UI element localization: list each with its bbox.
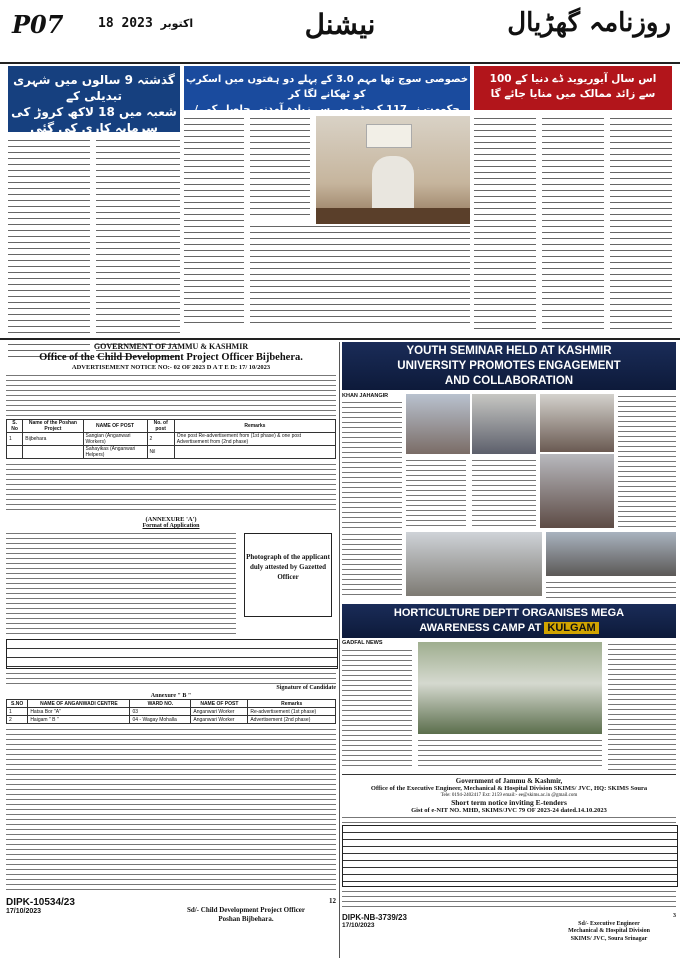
urdu-right-headline [474, 66, 672, 110]
notice-right-dipk [342, 913, 407, 929]
notice-right-office: Office of the Executive Engineer, Mechanical & Hospital Division SKIMS/ JVC, HQ: SKIMS Soura [370, 785, 648, 792]
date-month: اکتوبر [160, 17, 194, 30]
seminar-photo-4 [540, 454, 614, 528]
application-form-fields [6, 531, 236, 635]
horticulture-body-col2 [418, 738, 602, 770]
notice-right-footer [542, 913, 676, 943]
seminar-body-col3 [472, 458, 536, 528]
divider-top [0, 338, 680, 340]
urdu-right-headline-line2: سے زائد ممالک میں منایا جائے گا [490, 88, 656, 100]
notice-right-dipk-date: 17/10/2023 [342, 922, 375, 929]
urdu-center-headline-line1: خصوصی سوچ تھا مہم 3.0 کے پہلے دو ہفتوں میں اسکرپ کو ٹھکانے لگا کر [185, 74, 469, 100]
seminar-body-col5 [342, 532, 402, 598]
horticulture-banner-line2: AWARENESS CAMP AT KULGAM [342, 621, 676, 636]
urdu-center-headline [184, 66, 470, 115]
notice-left [6, 342, 336, 960]
table-row: Sahayikas (Anganwari Helpers) Nil [7, 446, 336, 459]
urdu-right-body-col1 [474, 116, 536, 331]
table-row: 1 Hatsa Bor "A" 03 Anganwari Worker Re-advertisement (1st phase) [7, 708, 336, 716]
candidate-signature: Signature of Candidate [276, 685, 336, 691]
notice-left-footer-sign: Sd/- Child Development Project Officer [186, 906, 306, 914]
urdu-left-body-col1 [8, 138, 90, 362]
notice-left-eligibility [6, 727, 336, 893]
annexure-a-subtitle: Format of Application [142, 523, 200, 529]
education-table [6, 639, 338, 669]
urdu-center-story [184, 66, 470, 336]
seminar-body-col1 [342, 400, 402, 528]
posts-col-count: No. of post [147, 420, 174, 433]
seminar-banner-line1: YOUTH SEMINAR HELD AT KASHMIR [406, 345, 612, 357]
horticulture-body-col1 [342, 648, 412, 770]
page-number: P07 [12, 10, 64, 39]
notice-left-conditions [6, 462, 336, 514]
urdu-left-body-col2 [96, 138, 180, 362]
urdu-center-headline-line2: حکومت نے 117 کروڑ روپے سے زیادہ آمدنی حاصل کی / [194, 104, 460, 115]
notice-left-advt: ADVERTISEMENT NOTICE NO:- 02 OF 2023 D A T E D: 17/ 10/2023 [71, 364, 271, 371]
minister-figure [372, 156, 414, 212]
seminar-body-col4 [618, 394, 676, 528]
seminar-body-col6 [546, 580, 676, 598]
seminar-banner-line3: AND COLLABORATION [444, 375, 574, 387]
seminar-story [342, 342, 676, 604]
urdu-right-story [474, 66, 672, 336]
issue-date [98, 16, 193, 31]
urdu-right-body-col3 [610, 116, 672, 331]
section-name: نیشنل [304, 8, 376, 41]
urdu-left-headline-line2: شعبہ میں 18 لاکھ کروڑ کی سرمایہ کاری کی گئی [11, 105, 177, 135]
urdu-left-headline [8, 66, 180, 135]
seminar-photo-1 [406, 394, 470, 454]
seminar-banner-line2: UNIVERSITY PROMOTES ENGAGEMENT [397, 360, 621, 372]
notice-right-nit: Gist of e-NIT NO. MHD, SKIMS/JVC 79 OF 2023-24 dated.14.10.2023 [411, 807, 607, 814]
notice-left-dipk-date: 17/10/2023 [6, 908, 42, 915]
notice-left-footer [156, 897, 336, 924]
seminar-photo-5 [406, 532, 542, 596]
horticulture-banner-line1: HORTICULTURE DEPTT ORGANISES MEGA [393, 607, 625, 619]
annexure-a-title: (ANNEXURE 'A') [145, 516, 197, 523]
notice-right-govt: Government of Jammu & Kashmir, [455, 777, 563, 785]
seminar-body-col2 [406, 458, 466, 528]
horticulture-banner [342, 604, 676, 638]
date-year: 2023 [121, 16, 153, 31]
table-row: 1 Bijbehara Sangian (Anganwari Workers) 2 One post Re-advertisement from (1st phase) & one post Advertisement from (2nd phase) [7, 433, 336, 446]
seminar-banner [342, 342, 676, 390]
notice-right-dipk-no: DIPK-NB-3739/23 [342, 913, 407, 922]
horticulture-dateline: GADFAL NEWS [342, 640, 383, 646]
photo-box-label: Photograph of the applicant duly attested by Gazetted Officer [246, 553, 330, 581]
notice-right-terms [342, 889, 676, 911]
urdu-right-body-col2 [542, 116, 604, 331]
notice-right [342, 774, 676, 961]
notice-right-tel: Tele: 0194-2402417 Ext: 2159 email:- ee@skims.ac.in @gmail.com [440, 793, 578, 798]
minister-photo [316, 116, 470, 228]
seminar-photo-3 [540, 394, 614, 452]
date-day: 18 [98, 16, 114, 31]
table-row: 2 Haigam " B " 04 - Wagay Mohalla Anganwari Worker Advertisement (2nd phase) [7, 716, 336, 724]
notice-left-footer-place: Poshan Bijbehara. [218, 915, 274, 923]
anganwadi-table: S.NO NAME OF ANGANWADI CENTRE WARD NO. NAME OF POST Remarks 1 Hatsa Bor "A" 03 Anganwari Worker Re-advertisement (1st phase) 2 Haigam " B " 04 - Wagay Mohalla Anganwari Worker Advertisement (2nd phase) [6, 699, 336, 724]
seminar-photo-6 [546, 532, 676, 576]
notice-left-intro [6, 373, 336, 417]
notice-left-office: Office of the Child Development Project Officer Bijbehera. [39, 352, 303, 363]
notice-right-short-term: Short term notice inviting E-tenders [451, 798, 567, 807]
posts-table [6, 419, 336, 459]
notice-left-dipk-no: DIPK-10534/23 [6, 897, 75, 908]
horticulture-banner-place: KULGAM [544, 622, 598, 634]
horticulture-story [342, 604, 676, 772]
seminar-dateline: KHAN JAHANGIR [342, 393, 389, 399]
notice-right-footer-sign: Sd/- Executive Engineer [578, 920, 640, 927]
posts-col-remarks: Remarks [174, 420, 335, 433]
notice-left-dipk [6, 897, 75, 915]
paper-name: روزنامہ گھڑیال [507, 8, 671, 38]
urdu-left-headline-line1: گذشتہ 9 سالوں میں شہری تبدیلی کے [13, 73, 175, 103]
masthead [0, 0, 680, 64]
portrait-frames [366, 124, 412, 148]
tender-table [342, 825, 678, 887]
posts-col-post: NAME OF POST [83, 420, 147, 433]
urdu-center-body-col1 [184, 116, 244, 326]
posts-col-project: Name of the Poshan Project [23, 420, 83, 433]
notice-right-footer-place: SKIMS/ JVC, Soura Srinagar [570, 935, 648, 942]
annexure-b-title: Annexure " B " [150, 693, 192, 699]
urdu-center-body-col3 [250, 224, 470, 326]
seminar-photo-2 [472, 394, 536, 454]
horticulture-photo [418, 642, 602, 734]
urdu-center-body-col2 [250, 116, 310, 216]
horticulture-body-col3 [608, 642, 676, 770]
notice-right-footer-office: Mechanical & Hospital Division [568, 928, 650, 934]
notice-left-declaration [6, 671, 336, 685]
notice-right-footer-num: 3 [673, 913, 676, 919]
divider-vertical [339, 342, 340, 958]
photo-box [244, 533, 332, 617]
notice-right-intro [342, 815, 676, 823]
posts-col-sno: S. No [7, 420, 23, 433]
urdu-right-headline-line1: اس سال آیوریوید ڈے دنیا کے 100 [489, 73, 657, 85]
notice-left-govt: GOVERNMENT OF JAMMU & KASHMIR [93, 342, 249, 351]
notice-left-footer-num: 12 [329, 897, 336, 905]
